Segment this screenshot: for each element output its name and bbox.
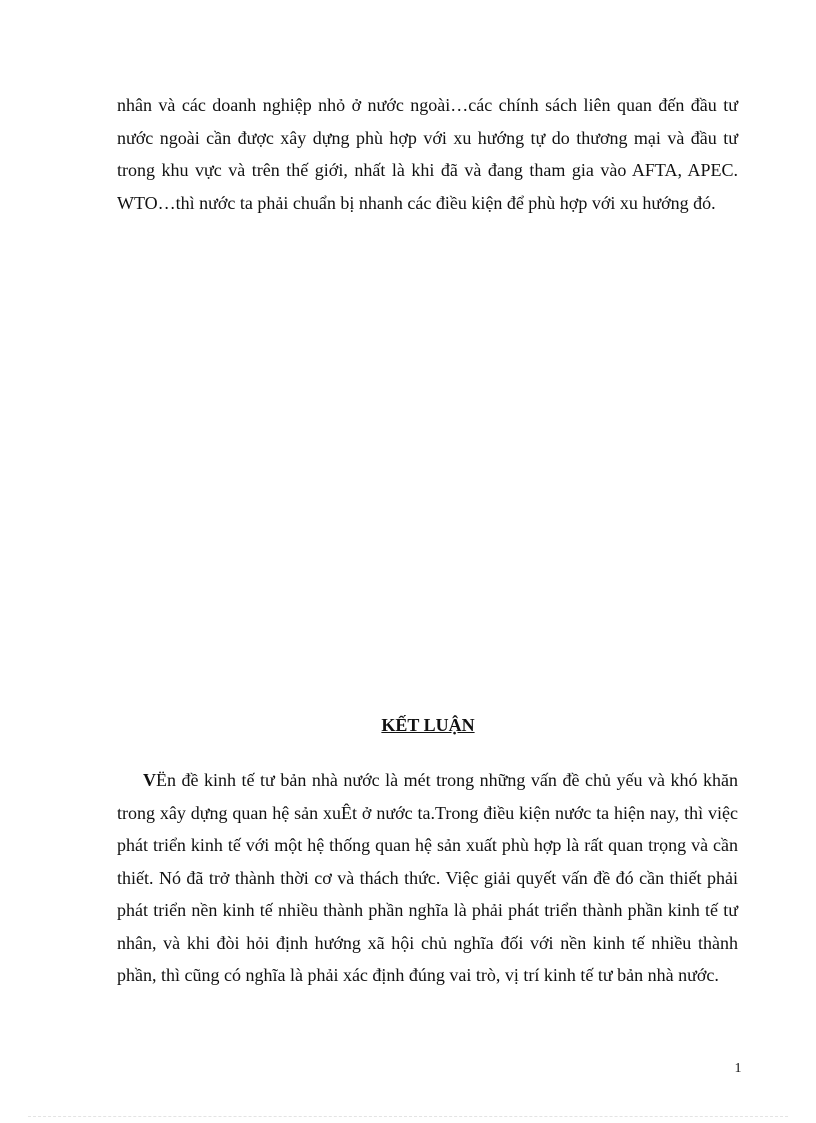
footer-divider xyxy=(28,1116,788,1117)
page-number: 1 xyxy=(734,1061,742,1076)
conclusion-heading: KẾT LUẬN xyxy=(381,715,475,735)
conclusion-body-text: Ën đề kinh tế tư bản nhà nước là mét trong những vấn đề chủ yếu và khó khăn trong xây dựng quan hệ sản xuÊt ở nước ta.Trong điều kiện nước ta hiện nay, thì việc phát triển kinh tế với một hệ thống quan hệ sản xuất phù hợp là rất quan trọng và cần thiết. Nó đã trở thành thời cơ và thách thức. Việc giải quyết vấn đề đó cần thiết phải phát triển nền kinh tế nhiều thành phần nghĩa là phải phát triển thành phần kinh tế tư nhân, và khi đòi hỏi định hướng xã hội chủ nghĩa đối với nền kinh tế nhiều thành phần, thì cũng có nghĩa là phải xác định đúng vai trò, vị trí kinh tế tư bản nhà nước. xyxy=(117,770,738,985)
intro-paragraph: nhân và các doanh nghiệp nhỏ ở nước ngoài…các chính sách liên quan đến đầu tư nước ngoài cần được xây dựng phù hợp với xu hướng tự do thương mại và đầu tư trong khu vực và trên thế giới, nhất là khi đã và đang tham gia vào AFTA, APEC. WTO…thì nước ta phải chuẩn bị nhanh các điều kiện để phù hợp với xu hướng đó. xyxy=(117,95,738,213)
conclusion-paragraph xyxy=(117,764,738,992)
conclusion-lead-letter: V xyxy=(143,770,156,790)
